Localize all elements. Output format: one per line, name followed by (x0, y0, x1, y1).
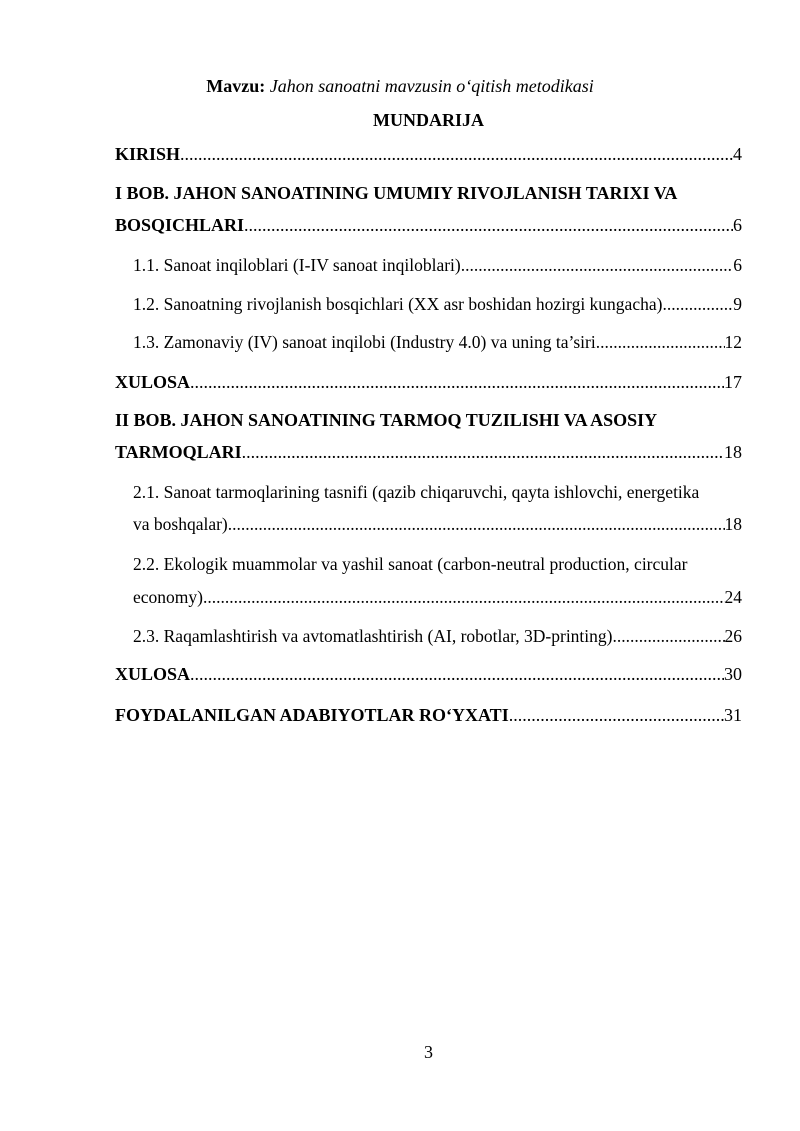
toc-leader-dots (190, 370, 724, 394)
toc-entry-title: BOSQICHLARI (115, 215, 245, 235)
toc-page-number: 24 (724, 587, 742, 607)
toc-leader-dots (461, 253, 734, 277)
toc-entry-intro (115, 142, 742, 166)
toc-entry-title: 1.3. Zamonaviy (IV) sanoat inqilobi (Industry 4.0) va uning ta’siri (133, 332, 596, 352)
toc-page-number: 17 (724, 372, 742, 392)
toc-leader-dots (242, 440, 724, 464)
toc-leader-dots (228, 512, 725, 536)
toc-entry-2-1 (133, 512, 742, 536)
toc-leader-dots (180, 142, 733, 166)
toc-entry-conclusion2 (115, 662, 742, 686)
toc-entry-title: economy) (133, 587, 203, 607)
toc-page-number: 31 (724, 705, 742, 725)
toc-page-number: 6 (733, 255, 742, 275)
toc-entry-title: 1.2. Sanoatning rivojlanish bosqichlari (XX asr boshidan hozirgi kungacha) (133, 294, 663, 314)
toc-page-number: 6 (733, 215, 742, 235)
toc-entry-title: va boshqalar) (133, 514, 228, 534)
toc-leader-dots (244, 213, 733, 237)
toc-entry-chapter1 (115, 213, 742, 237)
contents-heading: MUNDARIJA (373, 110, 484, 130)
toc-entry-title: TARMOQLARI (115, 442, 242, 462)
toc-entry-references (115, 703, 742, 727)
toc-entry-1-3 (133, 330, 742, 354)
toc-leader-dots (612, 624, 724, 648)
toc-leader-dots (596, 330, 725, 354)
toc-page-number: 18 (724, 514, 742, 534)
toc-page-number: 26 (724, 626, 742, 646)
document-topic (0, 74, 800, 98)
toc-entry-1-1 (133, 253, 742, 277)
toc-page-number: 18 (724, 442, 742, 462)
toc-leader-dots (662, 292, 733, 316)
toc-entry-2-3 (133, 624, 742, 648)
toc-entry-title: XULOSA (115, 372, 191, 392)
toc-entry-title: 2.3. Raqamlashtirish va avtomatlashtirish (AI, robotlar, 3D-printing) (133, 626, 613, 646)
page-number: 3 (424, 1042, 433, 1062)
toc-entry-2-2-line1: 2.2. Ekologik muammolar va yashil sanoat (carbon-neutral production, circular (133, 554, 688, 574)
toc-entry-2-1-line1: 2.1. Sanoat tarmoqlarining tasnifi (qazib chiqaruvchi, qayta ishlovchi, energetika (133, 482, 700, 502)
toc-entry-chapter2-line1: II BOB. JAHON SANOATINING TARMOQ TUZILISHI VA ASOSIY (115, 410, 658, 430)
topic-title: Jahon sanoatni mavzusin o‘qitish metodikasi (269, 76, 594, 96)
topic-label: Mavzu: (206, 76, 266, 96)
toc-entry-title: 1.1. Sanoat inqiloblari (I-IV sanoat inqiloblari) (133, 255, 461, 275)
toc-page-number: 30 (724, 664, 742, 684)
toc-entry-chapter2 (115, 440, 742, 464)
toc-entry-title: FOYDALANILGAN ADABIYOTLAR RO‘YXATI (115, 705, 509, 725)
toc-leader-dots (509, 703, 724, 727)
toc-entry-conclusion1 (115, 370, 742, 394)
toc-entry-chapter1-line1: I BOB. JAHON SANOATINING UMUMIY RIVOJLANISH TARIXI VA (115, 183, 678, 203)
toc-entry-1-2 (133, 292, 742, 316)
toc-page-number: 4 (733, 144, 742, 164)
toc-entry-title: XULOSA (115, 664, 191, 684)
toc-page-number: 9 (733, 294, 742, 314)
toc-leader-dots (190, 662, 724, 686)
toc-entry-title: KIRISH (115, 144, 181, 164)
toc-entry-2-2 (133, 585, 742, 609)
toc-page-number: 12 (724, 332, 742, 352)
toc-leader-dots (203, 585, 725, 609)
